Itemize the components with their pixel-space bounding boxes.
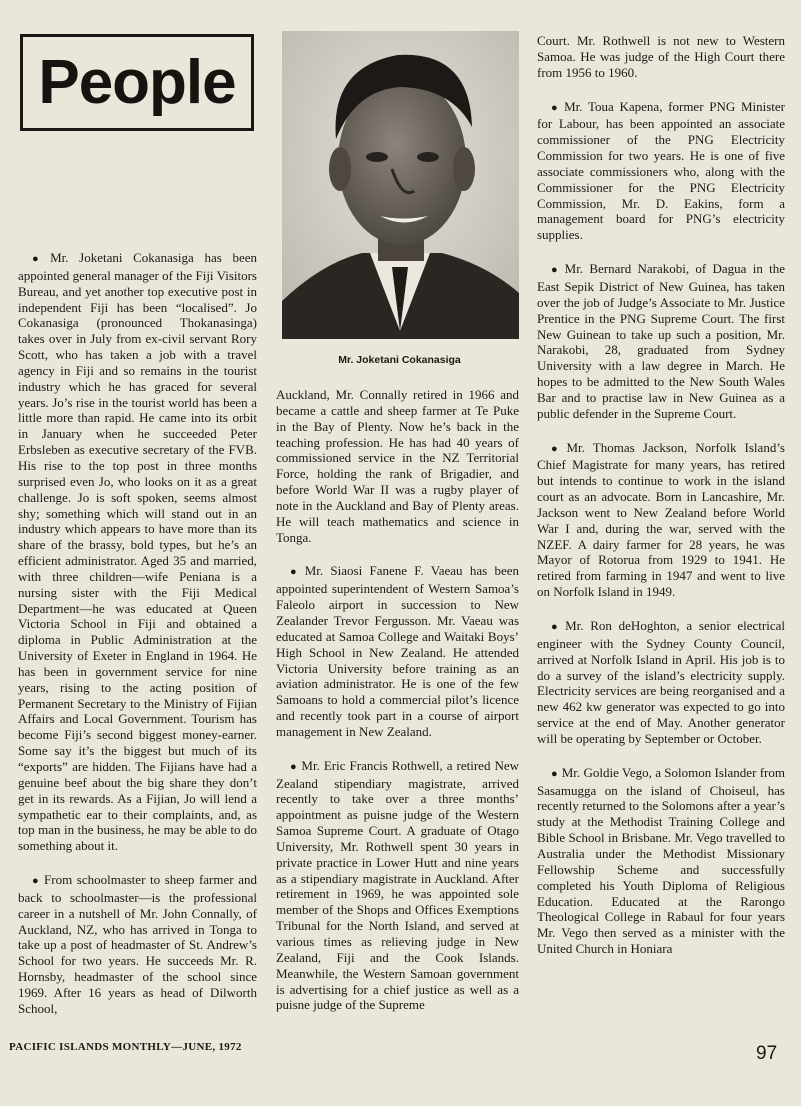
article-dehoghton: ● Mr. Ron deHoghton, a senior electrical engineer with the Sydney County Council, arrived at Norfolk Island in April. His job is to do a survey of the island’s electricity supply. Electricity services are being reorganised and a new 462 kw generator was expected to go into service at the end of May. Another generator will be operating by September or October.	[537, 618, 785, 746]
column-1	[18, 250, 257, 1017]
section-title-box	[20, 34, 254, 131]
bullet-icon: ●	[290, 760, 298, 773]
column-2	[276, 387, 519, 1013]
article-narakobi: ● Mr. Bernard Narakobi, of Dagua in the East Sepik District of New Guinea, has taken over the job of Judge’s Associate to Mr. Justice Prentice in the PNG Supreme Court. The first New Guinean to take up such a position, Mr. Narakobi, 28, graduated from Sydney University with a law degree in March. He hopes to be admitted to the New South Wales Bar and to practise law in New Guinea as a public defender in the Supreme Court.	[537, 261, 785, 421]
article-kapena: ● Mr. Toua Kapena, former PNG Minister for Labour, has been appointed an associate commissioner of the PNG Electricity Commission for two years. He is one of five associate commissioners who, along with the Commissioner for the PNG Electricity Commission, Mr. D. Eakins, form a management board for PNG’s electricity supplies.	[537, 98, 785, 243]
article-connally-continued: Auckland, Mr. Connally retired in 1966 and became a cattle and sheep farmer at Te Puke in the Bay of Plenty. Now he’s back in the teaching profession. He has had 40 years of commissioned service in the NZ Territorial Force, holding the rank of Brigadier, and before World War II was a rugby player of note in the Auckland and Bay of Plenty areas. He will teach mathematics and science in Tonga.	[276, 387, 519, 545]
portrait-image	[282, 31, 519, 339]
article-rothwell: ● Mr. Eric Francis Rothwell, a retired New Zealand stipendiary magistrate, arrived recently to take over a three months’ appointment as puisne judge of the Western Samoa Supreme Court. A graduate of Otago University, Mr. Rothwell spent 30 years in private practice in Lower Hutt and nine years as a stipendiary magistrate in Auckland. After retirement in 1969, he was appointed sole member of the Shops and Offices Exemptions Tribunal for the North Island, and served at various times as relieving judge in New Zealand, Fiji and the Cook Islands. Meanwhile, the Western Samoan government is advertising for a chief justice as well as a puisne judge of the Supreme	[276, 757, 519, 1013]
page-number: 97	[756, 1043, 778, 1064]
bullet-icon: ●	[32, 875, 41, 888]
bullet-icon: ●	[551, 101, 561, 114]
article-vaeau: ● Mr. Siaosi Fanene F. Vaeau has been appointed superintendent of Western Samoa’s Faleolo airport in succession to New Zealander Trevor Fergusson. Mr. Vaeau was educated at Samoa College and Waitaki Boys’ High School in New Zealand. He attended Victoria University before training as an aviation administrator. He is one of the few Samoans to hold a commercial pilot’s licence and recently took part in a course of airport management in New Zealand.	[276, 563, 519, 739]
article-cokanasiga: ● Mr. Joketani Cokanasiga has been appointed general manager of the Fiji Visitors Bureau, and yet another top executive post in independent Fiji has been “localised”. Jo Cokanasiga (pronounced Thokanasinga) takes over in July from ex-civil servant Rory Scott, who has taken a job with a travel agency in Fiji and so remains in the tourist industry which he has graced for several years. Jo’s rise in the tourist world has been a little more than rapid. He came into its orbit in January when he succeeded Peter Erbsleben as executive secretary of the FVB. His rise to the top post in three months surprised even Jo, who looks on it as a great challenge. Jo is soft spoken, seems almost shy; something which will stand out in an industry which appears to have more than its share of the brassy, bold types, but he’s an efficient administrator. Aged 35 and married, with three children—wife Peniana is a nursing sister with the Fiji Medical Department—he was educated at Queen Victoria School in Fiji and obtained a diploma in Public Administration at the University of Exeter in England in 1964. He has been in government service for nine years, rising to the acting position of Permanent Secretary to the Ministry of Fijian Affairs and Local Government. Tourism has become Fiji’s second biggest money-earner. Some say it’s the biggest but much of its “exports” are hidden. The Fijians have had a genuine beef about the big share they don’t get in its rewards. As a Fijian, Jo will lend a sympathetic ear to their complaints, and, as top man in the business, he may be able to do something about it.	[18, 250, 257, 854]
bullet-icon: ●	[32, 253, 47, 265]
bullet-icon: ●	[551, 264, 561, 277]
article-jackson: ● Mr. Thomas Jackson, Norfolk Island’s Chief Magistrate for many years, has retired but intends to continue to work in the island court as an advocate. Born in Lancashire, Mr. Jackson went to New Zealand before World War I and, during the war, served with the NZEF. A dairy farmer for 28 years, he was Mayor of Rotorua from 1929 to 1941. He retired from farming in 1947 and went to live on Norfolk Island in 1949.	[537, 439, 785, 600]
bullet-icon: ●	[551, 621, 562, 633]
column-3	[537, 33, 785, 957]
bullet-icon: ●	[290, 566, 301, 579]
section-title: People	[38, 48, 236, 117]
article-vego: ● Mr. Goldie Vego, a Solomon Islander from Sasamugga on the island of Choiseul, has recently returned to the Solomons after a year’s study at the Methodist Training College and Bible School in Brisbane. Mr. Vego travelled to Australia under the Methodist Missionary Fellowship Scheme and successfully completed his Youth Diploma of Religious Education. Educated at the Rarongo Theological College in Rabaul for four years Mr. Vego then served as a minister with the United Church in Honiara	[537, 764, 785, 957]
article-connally: ● From schoolmaster to sheep farmer and back to schoolmaster—is the professional career in a nutshell of Mr. John Connally, of Auckland, NZ, who has arrived in Tonga to take up a post of headmaster of St. Andrew’s School for two years. He succeeds Mr. R. Hornsby, headmaster of the school since 1969. After 16 years as head of Dilworth School,	[18, 872, 257, 1016]
photo-caption: Mr. Joketani Cokanasiga	[338, 354, 461, 366]
article-rothwell-continued: Court. Mr. Rothwell is not new to Western Samoa. He was judge of the High Court there from 1956 to 1960.	[537, 33, 785, 80]
portrait-photo	[282, 31, 519, 339]
bullet-icon: ●	[551, 442, 563, 455]
bullet-icon: ●	[551, 767, 558, 780]
publication-footer: PACIFIC ISLANDS MONTHLY—JUNE, 1972	[9, 1041, 242, 1053]
